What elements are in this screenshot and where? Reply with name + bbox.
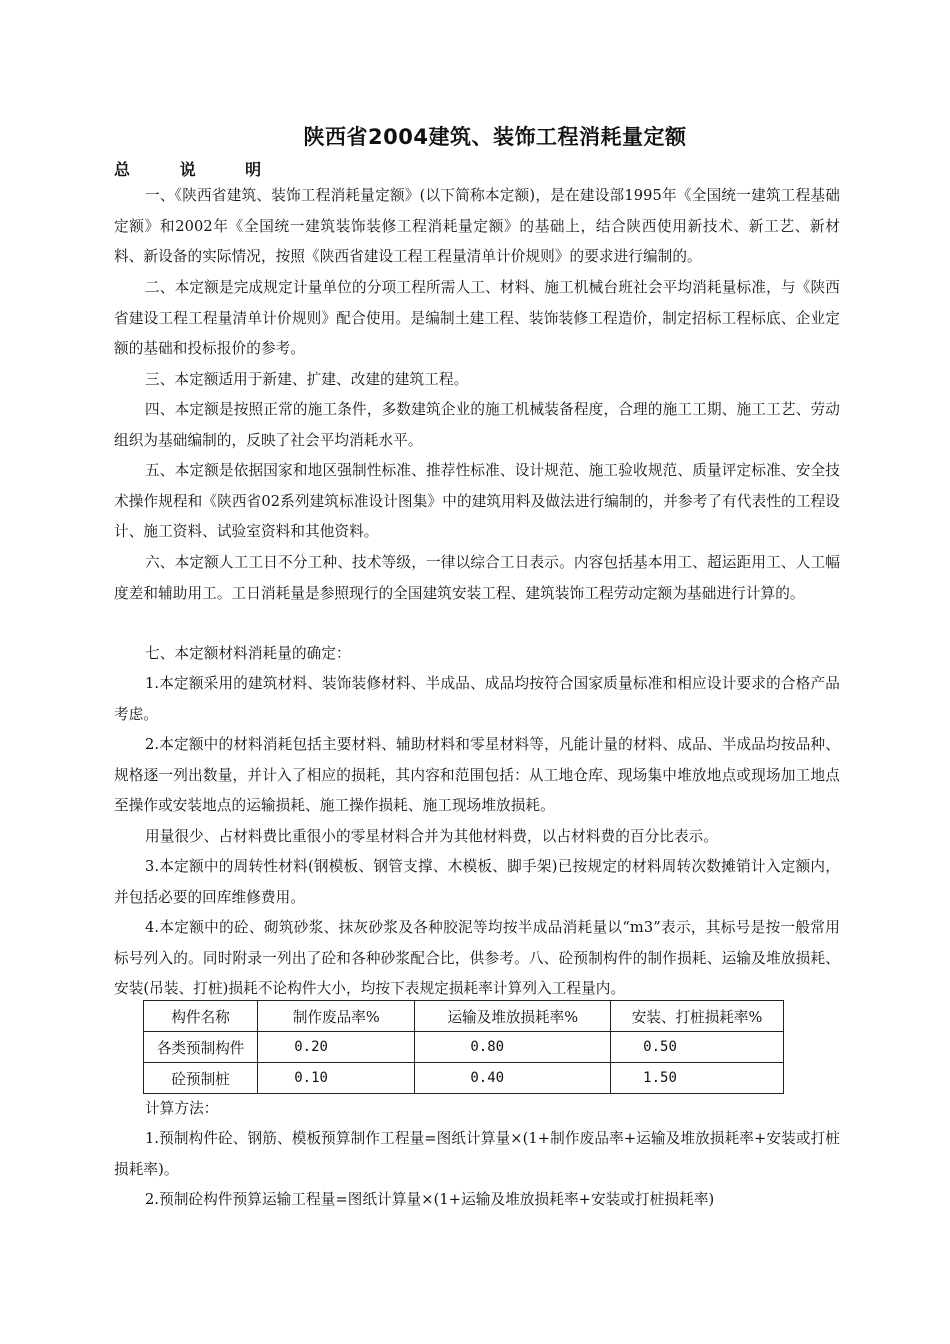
table-cell: 0.50 (611, 1032, 784, 1063)
table-cell: 0.10 (258, 1063, 415, 1094)
table-header-cell: 构件名称 (144, 1001, 258, 1032)
table-cell: 0.20 (258, 1032, 415, 1063)
paragraph-7-2-note: 用量很少、占材料费比重很小的零星材料合并为其他材料费，以占材料费的百分比表示。 (145, 828, 719, 845)
paragraph-3: 三、本定额适用于新建、扩建、改建的建筑工程。 (145, 371, 469, 388)
table-cell: 各类预制构件 (144, 1032, 258, 1063)
calc-method-1: 1.预制构件砼、钢筋、模板预算制作工程量=图纸计算量×(1+制作废品率+运输及堆放损耗率+安装或打桩损耗率)。 (114, 1130, 840, 1178)
table-header-cell: 安装、打桩损耗率% (611, 1001, 784, 1032)
calc-method-heading: 计算方法： (145, 1100, 219, 1117)
calc-method-2: 2.预制砼构件预算运输工程量=图纸计算量×(1+运输及堆放损耗率+安装或打桩损耗率) (145, 1191, 715, 1208)
table-cell: 0.80 (415, 1032, 611, 1063)
table-cell: 0.40 (415, 1063, 611, 1094)
table-header-cell: 运输及堆放损耗率% (415, 1001, 611, 1032)
paragraph-4: 四、本定额是按照正常的施工条件，多数建筑企业的施工机械装备程度，合理的施工工期、施工工艺、劳动组织为基础编制的，反映了社会平均消耗水平。 (114, 401, 840, 449)
table-row (144, 1063, 784, 1094)
paragraph-7-3: 3.本定额中的周转性材料(钢模板、钢管支撑、木模板、脚手架)已按规定的材料周转次数摊销计入定额内，并包括必要的回库维修费用。 (114, 858, 840, 906)
paragraph-7-1: 1.本定额采用的建筑材料、装饰装修材料、半成品、成品均按符合国家质量标准和相应设计要求的合格产品考虑。 (114, 675, 840, 723)
table-row (144, 1032, 784, 1063)
loss-rate-table (143, 1000, 784, 1094)
paragraph-5: 五、本定额是依据国家和地区强制性标准、推荐性标准、设计规范、施工验收规范、质量评定标准、安全技术操作规程和《陕西省02系列建筑标准设计图集》中的建筑用料及做法进行编制的，并参考了有代表性的工程设计、施工资料、试验室资料和其他资料。 (114, 462, 840, 540)
table-header-row (144, 1001, 784, 1032)
paragraph-7-4: 4.本定额中的砼、砌筑砂浆、抹灰砂浆及各种胶泥等均按半成品消耗量以“m3”表示，其标号是按一般常用标号列入的。同时附录一列出了砼和各种砂浆配合比，供参考。八、砼预制构件的制作损耗、运输及堆放损耗、安装(吊装、打桩)损耗不论构件大小，均按下表规定损耗率计算列入工程量内。 (114, 919, 840, 997)
section-heading: 总 说 明 (114, 160, 284, 179)
paragraph-6: 六、本定额人工工日不分工种、技术等级，一律以综合工日表示。内容包括基本用工、超运距用工、人工幅度差和辅助用工。工日消耗量是参照现行的全国建筑安装工程、建筑装饰工程劳动定额为基础进行计算的。 (114, 554, 840, 602)
paragraph-2: 二、本定额是完成规定计量单位的分项工程所需人工、材料、施工机械台班社会平均消耗量标准，与《陕西省建设工程工程量清单计价规则》配合使用。是编制土建工程、装饰装修工程造价，制定招标工程标底、企业定额的基础和投标报价的参考。 (114, 279, 840, 357)
table-header-cell: 制作废品率% (258, 1001, 415, 1032)
document-title: 陕西省2004建筑、装饰工程消耗量定额 (303, 125, 687, 149)
paragraph-7-2: 2.本定额中的材料消耗包括主要材料、辅助材料和零星材料等，凡能计量的材料、成品、半成品均按品种、规格逐一列出数量，并计入了相应的损耗，其内容和范围包括：从工地仓库、现场集中堆放地点或现场加工地点至操作或安装地点的运输损耗、施工操作损耗、施工现场堆放损耗。 (114, 736, 840, 814)
table-cell: 1.50 (611, 1063, 784, 1094)
paragraph-7: 七、本定额材料消耗量的确定： (145, 645, 351, 662)
table-cell: 砼预制桩 (144, 1063, 258, 1094)
paragraph-1: 一、《陕西省建筑、装饰工程消耗量定额》(以下简称本定额)，是在建设部1995年《全国统一建筑工程基础定额》和2002年《全国统一建筑装饰装修工程消耗量定额》的基础上，结合陕西使用新技术、新工艺、新材料、新设备的实际情况，按照《陕西省建设工程工程量清单计价规则》的要求进行编制的。 (114, 187, 840, 265)
